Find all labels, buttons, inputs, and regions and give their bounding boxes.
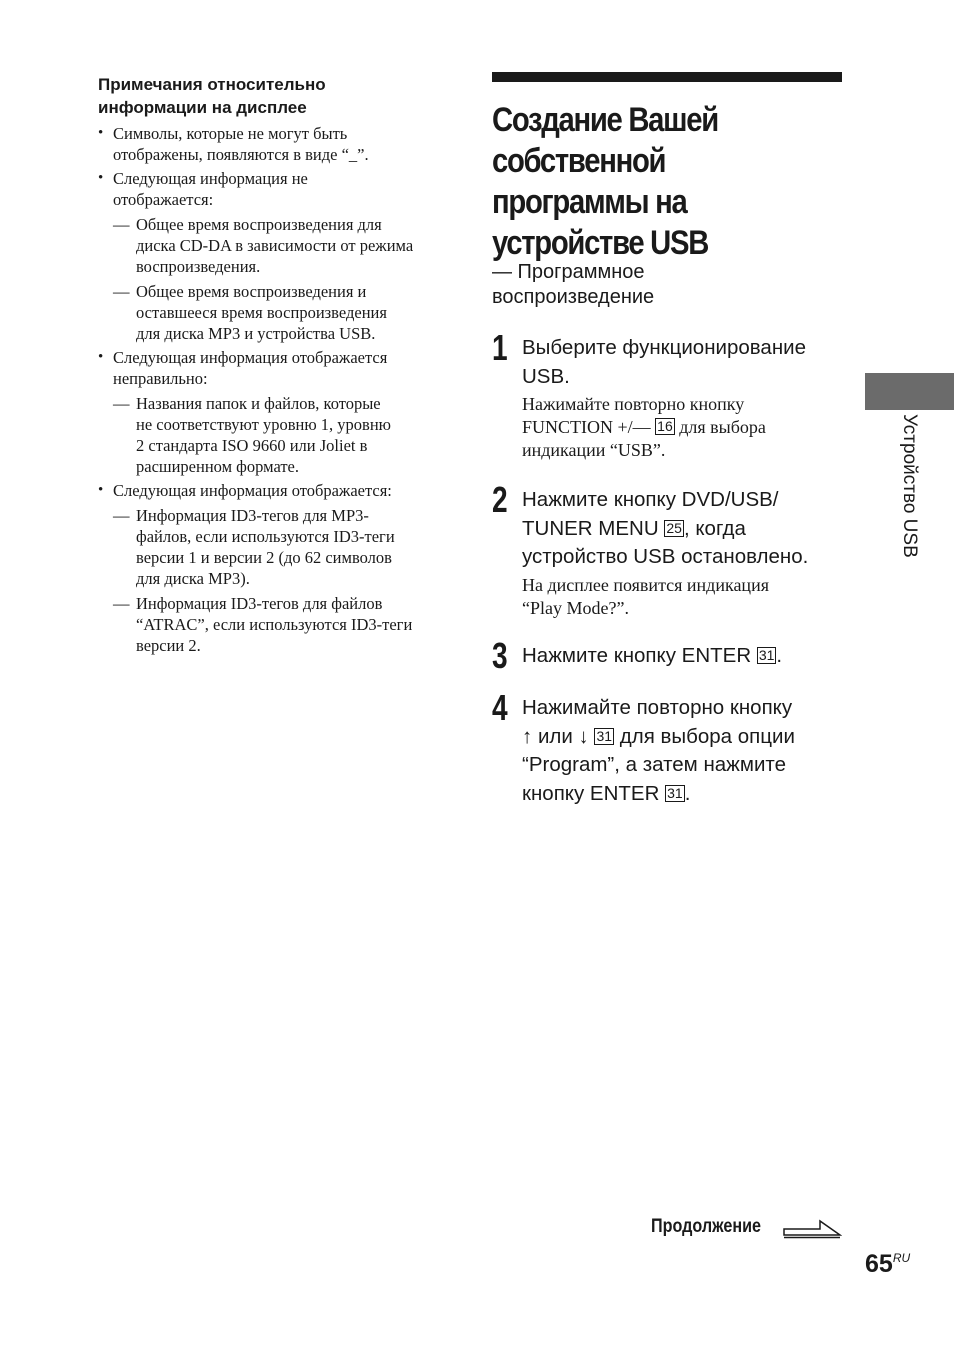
section-rule	[492, 72, 842, 82]
section-subtitle: — Программное воспроизведение	[492, 261, 655, 308]
continued-arrow-icon	[782, 1217, 842, 1241]
program-section	[492, 72, 852, 808]
ref-number-box: 31	[596, 727, 613, 744]
step-1: 1 Выберите функционирование USB. Нажимайте повторно кнопку FUNCTION +/— 16 для выбора индикации “USB”.	[492, 327, 807, 460]
bullet-icon: •	[98, 349, 104, 365]
page-number: $65^{RU}$	[865, 1250, 911, 1278]
step-number: 1	[492, 327, 508, 368]
dash-icon: —	[113, 394, 130, 413]
note-subitem: — Общее время воспроизведения для диска CD-DA в зависимости от режима воспроизведения.	[113, 215, 414, 276]
notes-section	[98, 73, 454, 656]
continued-label: Продолжение	[651, 1216, 761, 1237]
step-3: 3 Нажмите кнопку ENTER 31.	[492, 634, 783, 676]
step-2: 2 Нажмите кнопку DVD/USB/ TUNER MENU 25, когда устройство USB остановлено. На дисплее появится индикация “Play Mode?”.	[492, 479, 809, 618]
note-item: • Следующая информация отображается неправильно:	[98, 348, 388, 388]
up-arrow-icon: ↑	[522, 724, 533, 748]
dash-icon: —	[113, 594, 130, 613]
note-item: • Следующая информация отображается:	[98, 481, 392, 500]
ref-number-box: 31	[667, 784, 683, 801]
down-arrow-icon: ↓	[578, 724, 589, 748]
note-item: • Следующая информация не отображается:	[98, 169, 308, 209]
ref-number-box: 16	[657, 418, 673, 434]
ref-number-box: 25	[666, 519, 682, 536]
step-number: 4	[492, 687, 508, 728]
dash-icon: —	[113, 215, 130, 234]
bullet-icon: •	[98, 125, 104, 141]
notes-title: Примечания относительно информации на дисплее	[98, 75, 326, 117]
note-subitem: — Информация ID3-тегов для файлов “ATRAC”, если используются ID3-теги версии 2.	[113, 594, 413, 655]
step-number: 3	[492, 634, 508, 676]
bullet-icon: •	[98, 170, 104, 186]
note-subitem: — Информация ID3-тегов для MP3- файлов, если используются ID3-теги версии 1 и версии 2 (до 62 символов для диска MP3).	[113, 506, 395, 588]
dash-icon: —	[113, 506, 130, 525]
note-item: • Символы, которые не могут быть отображены, появляются в виде “_”.	[98, 124, 369, 164]
note-subitem: — Названия папок и файлов, которые не соответствуют уровню 1, уровню 2 стандарта ISO 9660 или Joliet в расширенном формате.	[113, 394, 392, 476]
side-tab-marker	[865, 373, 954, 410]
note-subitem: — Общее время воспроизведения и оставшееся время воспроизведения для диска MP3 и устройства USB.	[113, 282, 387, 343]
bullet-icon: •	[98, 482, 104, 498]
side-tab-label: Устройство USB	[899, 414, 920, 558]
ref-number-box: 31	[758, 646, 775, 663]
dash-icon: —	[113, 282, 130, 301]
section-title: Создание Вашей собственной программы на устройстве USB	[492, 101, 718, 262]
step-number: 2	[492, 479, 508, 520]
step-4: 4 Нажимайте повторно кнопку ↑ или ↓ 31 для выбора опции “Program”, а затем нажмите кнопку ENTER 31.	[492, 687, 795, 805]
